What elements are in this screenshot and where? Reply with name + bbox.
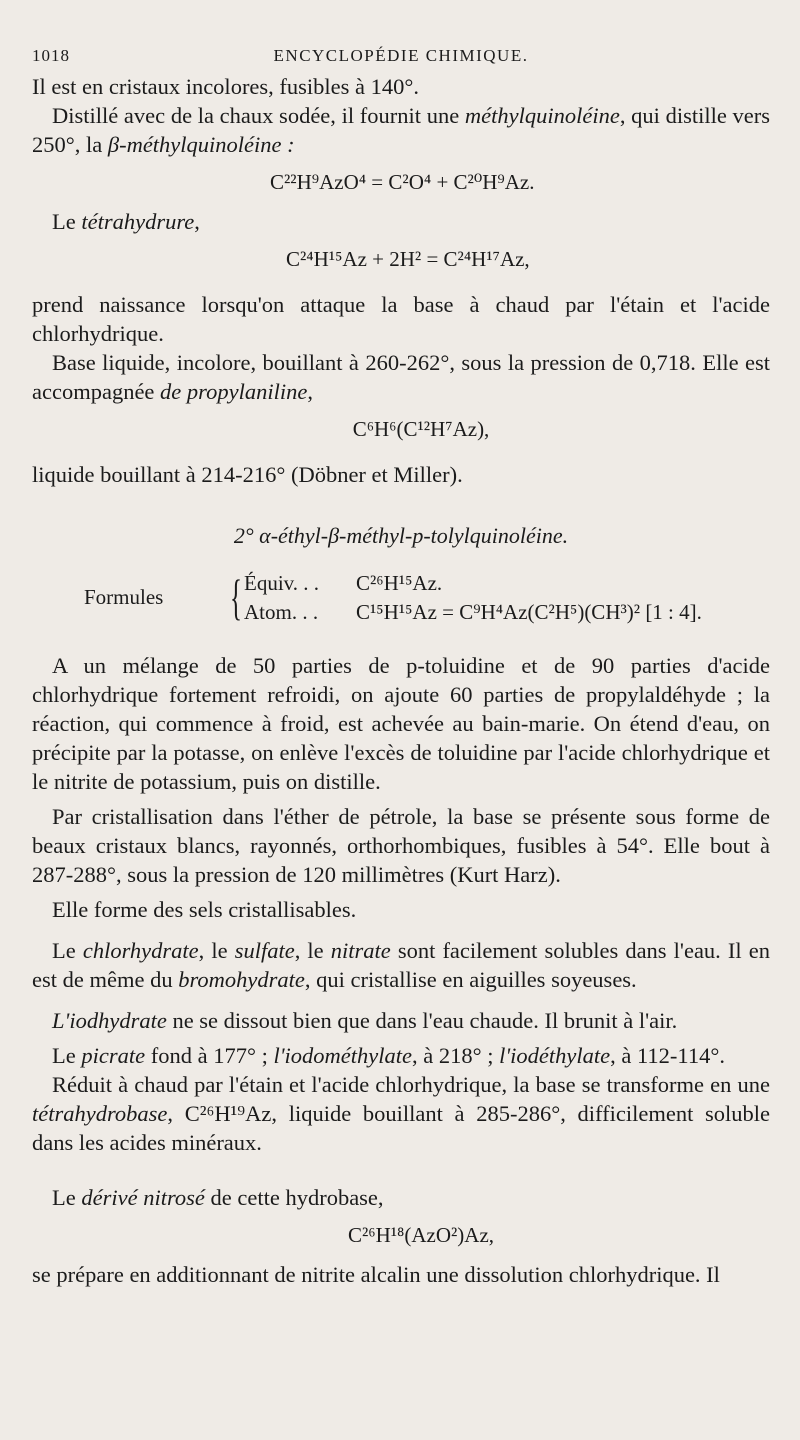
italic-term: tétrahydrobase (32, 1101, 168, 1126)
formules-equiv-value: C²⁶H¹⁵Az. (356, 571, 443, 595)
paragraph-1: Il est en cristaux incolores, fusibles à 140°. (32, 74, 420, 99)
italic-term: de propylaniline (160, 379, 308, 404)
text-run: ne se dissout bien que dans l'eau chaude. Il brunit à l'air. (166, 1008, 678, 1033)
paragraph-14 (32, 1183, 770, 1212)
paragraph-2 (32, 101, 770, 159)
italic-term: dérivé nitrosé (81, 1185, 205, 1210)
section-subheading: 2° α-éthyl-β-méthyl-p-tolylquinoléine. (233, 523, 569, 548)
curly-brace-icon: { (230, 569, 242, 625)
italic-term: β-méthylquinoléine : (107, 132, 295, 157)
text-run: , (307, 379, 313, 404)
paragraph-5 (32, 348, 770, 406)
text-run: Distillé avec de la chaux sodée, il fournit une (52, 103, 465, 128)
formula-nitroso-derivative: C²⁶H¹⁸(AzO²)Az, (347, 1223, 495, 1247)
formula-hydrogenation: C²⁴H¹⁵Az + 2H² = C²⁴H¹⁷Az, (286, 247, 530, 271)
text-run: sont facilement solubles dans l'eau. Il en est de même du (32, 938, 770, 992)
page-number: 1018 (32, 46, 70, 65)
text-run: , (194, 209, 200, 234)
italic-term: l'iodométhylate (273, 1043, 412, 1068)
paragraph-15: se prépare en additionnant de nitrite alcalin une dissolution chlorhydrique. Il (32, 1262, 720, 1287)
text-run: Base liquide, incolore, bouillant à 260-262°, sous la pression de 0,718. Elle est accompagnée (32, 350, 770, 404)
paragraph-9: Elle forme des sels cristallisables. (52, 897, 357, 922)
formules-atom-value: C¹⁵H¹⁵Az = C⁹H⁴Az(C²H⁵)(CH³)² [1 : 4]. (356, 600, 702, 624)
paragraph-3 (32, 207, 770, 236)
text-run: , qui distille vers 250°, la (32, 103, 770, 157)
text-run: fond à 177° ; (145, 1043, 274, 1068)
text-run: de cette hydrobase, (204, 1185, 384, 1210)
text-run: , à 112-114°. (610, 1043, 725, 1068)
formula-decarboxylation: C²²H⁹AzO⁴ = C²O⁴ + C²⁰H⁹Az. (270, 170, 535, 194)
formula-propylaniline: C⁶H⁶(C¹²H⁷Az), (352, 417, 490, 441)
italic-term: bromohydrate (178, 967, 305, 992)
paragraph-10 (32, 936, 770, 994)
paragraph-13 (32, 1070, 770, 1157)
text-run: Le (52, 938, 83, 963)
formules-equiv-label: Équiv. . . (244, 571, 320, 595)
paragraph-11 (32, 1006, 770, 1035)
italic-term: picrate (81, 1043, 146, 1068)
italic-term: chlorhydrate (82, 938, 199, 963)
text-run: Réduit à chaud par l'étain et l'acide chlorhydrique, la base se transforme en une (52, 1072, 770, 1097)
page-header (32, 40, 770, 72)
italic-term: sulfate (234, 938, 295, 963)
formules-atom-label: Atom. . . (244, 600, 319, 624)
italic-term: méthylquinoléine (464, 103, 620, 128)
paragraph-8: Par cristallisation dans l'éther de pétrole, la base se présente sous forme de beaux cristaux blancs, rayonnés, orthorhombiques, fusibles à 54°. Elle bout à 287-288°, sous la pression de 120 millimètres (Kurt Harz). (32, 804, 770, 887)
italic-term: l'iodéthylate (499, 1043, 611, 1068)
italic-term: tétrahydrure (81, 209, 195, 234)
italic-term: L'iodhydrate (52, 1008, 167, 1033)
text-run: Le (52, 1185, 82, 1210)
text-run: , à 218° ; (411, 1043, 500, 1068)
text-run: Le (52, 209, 82, 234)
italic-term: nitrate (330, 938, 391, 963)
text-run: , le (294, 938, 331, 963)
paragraph-4: prend naissance lorsqu'on attaque la base à chaud par l'étain et l'acide chlorhydrique. (32, 292, 770, 346)
text-run: , C²⁶H¹⁹Az, liquide bouillant à 285-286°, difficilement soluble dans les acides minéraux. (32, 1101, 770, 1155)
paragraph-6: liquide bouillant à 214-216° (Döbner et Miller). (32, 462, 463, 487)
formules-block (32, 571, 770, 629)
paragraph-12 (32, 1041, 770, 1070)
paragraph-7: A un mélange de 50 parties de p-toluidine et de 90 parties d'acide chlorhydrique fortement refroidi, on ajoute 60 parties de propylaldéhyde ; la réaction, qui commence à froid, est achevée au bain-marie. On étend d'eau, on précipite par la potasse, on enlève l'excès de toluidine par l'acide chlorhydrique et le nitrite de potassium, puis on distille. (32, 653, 770, 794)
text-run: , le (198, 938, 235, 963)
text-run: , qui cristallise en aiguilles soyeuses. (304, 967, 637, 992)
text-run: Le (52, 1043, 82, 1068)
running-title: ENCYCLOPÉDIE CHIMIQUE. (273, 46, 529, 65)
formules-label: Formules (84, 585, 164, 609)
